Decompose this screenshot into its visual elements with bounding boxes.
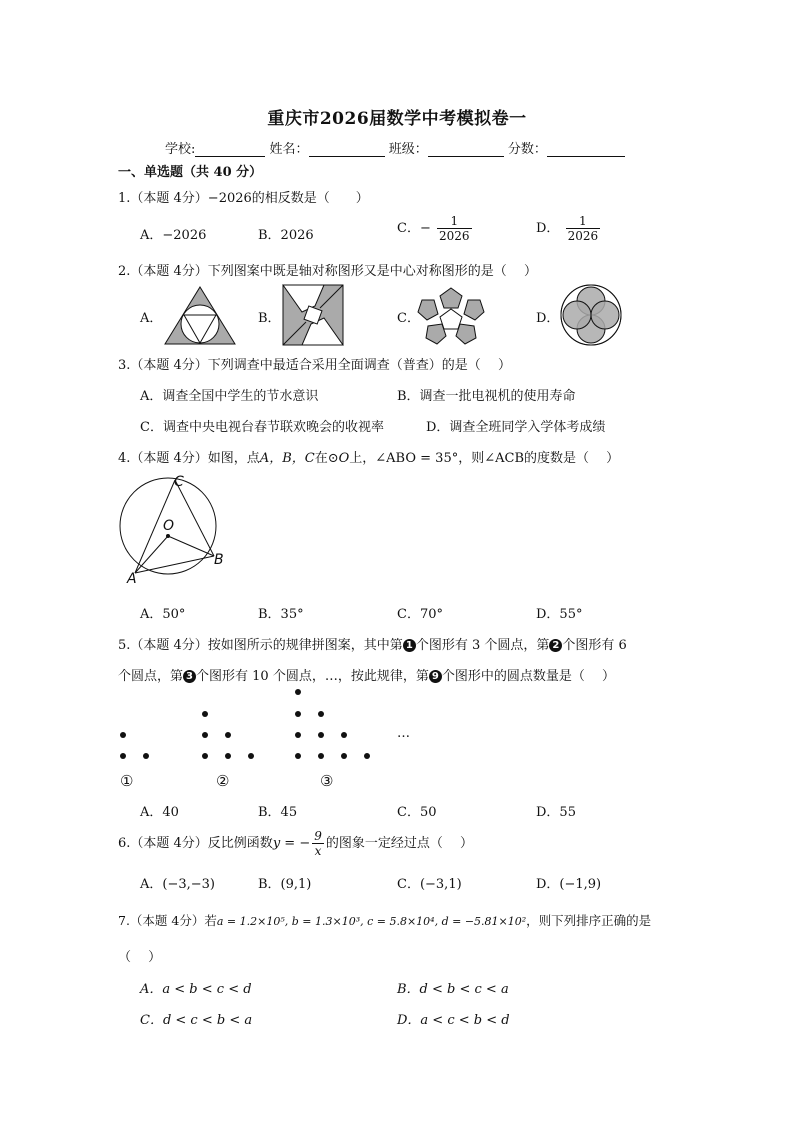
q3-option-d[interactable]: D．调查全班同学入学体考成绩 <box>426 420 606 435</box>
question-4: 4.（本题 4分）如图，点A，B，C在⊙O上，∠ABO = 35°，则∠ACB的度数是（ ） <box>118 451 620 466</box>
q5-option-d[interactable]: D．55 <box>536 805 576 820</box>
q5-option-a[interactable]: A．40 <box>140 805 179 820</box>
q4-option-d[interactable]: D．55° <box>536 607 583 622</box>
section-heading: 一、单选题（共 40 分） <box>118 165 263 180</box>
score-field[interactable] <box>547 142 625 157</box>
q2-figure-c-pentagons <box>418 288 484 346</box>
q4-label-b: B <box>214 552 224 568</box>
q6-option-b[interactable]: B．(9,1) <box>258 877 312 892</box>
q2-option-d[interactable]: D． <box>536 311 560 326</box>
q7-option-c[interactable]: C．d < c < b < a <box>140 1013 253 1028</box>
q5-option-b[interactable]: B．45 <box>258 805 298 820</box>
question-3: 3.（本题 4分）下列调查中最适合采用全面调查（普查）的是（ ） <box>118 358 511 373</box>
class-field[interactable] <box>428 142 504 157</box>
q7-option-b[interactable]: B．d < b < c < a <box>397 982 509 997</box>
q5-option-c[interactable]: C．50 <box>397 805 437 820</box>
q1-option-a[interactable]: A．−2026 <box>140 228 207 243</box>
q1-c-fraction: $\frac{1}{2026}$ <box>438 214 470 243</box>
question-5-line-1: 5.（本题 4分）按如图所示的规律拼图案，其中第 1 个图形有 3 个圆点，第 2 个图形有 6 <box>118 638 627 653</box>
q7-option-d[interactable]: D．a < c < b < d <box>397 1013 510 1028</box>
question-5-line-2: 个圆点，第 3 个图形有 10 个圆点，…，按此规律，第 9 个图形中的圆点数量是（ ） <box>118 669 615 684</box>
q6-option-c[interactable]: C．(−3,1) <box>397 877 462 892</box>
q1-c-prefix: C．− <box>397 221 431 236</box>
q4-label-o: O <box>163 518 175 534</box>
q5-label-1: ① <box>120 772 134 790</box>
q5-ellipsis: … <box>397 726 410 741</box>
page-title: 重庆市2026届数学中考模拟卷一 <box>267 109 527 129</box>
question-2: 2.（本题 4分）下列图案中既是轴对称图形又是中心对称图形的是（ ） <box>118 264 537 279</box>
question-6: 6.（本题 4分）反比例函数y = − $\frac{9}{x}$ 的图象一定经过点（ ） <box>118 829 473 858</box>
q2-figure-b-square <box>282 284 344 346</box>
q2-option-c[interactable]: C． <box>397 311 420 326</box>
q1-option-d[interactable] <box>536 214 602 243</box>
q2-figure-d-rings <box>560 284 622 346</box>
school-field[interactable] <box>195 142 265 157</box>
q5-dot-pattern <box>115 684 375 764</box>
q5-label-2: ② <box>216 772 230 790</box>
name-field[interactable] <box>309 142 385 157</box>
q1-option-c[interactable] <box>397 214 474 243</box>
question-1: 1.（本题 4分）−2026的相反数是（ ） <box>118 191 369 206</box>
q1-option-b[interactable]: B．2026 <box>258 228 314 243</box>
name-label: 姓名： <box>269 142 309 157</box>
class-label: 班级： <box>388 142 428 157</box>
q4-option-a[interactable]: A．50° <box>140 607 186 622</box>
question-7: 7.（本题 4分）若a = 1.2×10⁵, b = 1.3×10³, c = 5.8×10⁴, d = −5.81×10²，则下列排序正确的是 <box>118 913 652 928</box>
q4-label-c: C <box>174 474 184 490</box>
q3-option-a[interactable]: A．调查全国中学生的节水意识 <box>140 389 319 404</box>
q3-option-c[interactable]: C．调查中央电视台春节联欢晚会的收视率 <box>140 420 384 435</box>
q4-option-b[interactable]: B．35° <box>258 607 304 622</box>
q2-option-a[interactable]: A． <box>140 311 163 326</box>
q2-figure-a-triangle <box>163 286 237 346</box>
q6-option-d[interactable]: D．(−1,9) <box>536 877 602 892</box>
school-label: 学校: <box>165 142 196 157</box>
q3-option-b[interactable]: B．调查一批电视机的使用寿命 <box>397 389 576 404</box>
q6-option-a[interactable]: A．(−3,−3) <box>140 877 215 892</box>
q2-option-b[interactable]: B． <box>258 311 281 326</box>
q5-label-3: ③ <box>320 772 334 790</box>
q1-d-prefix: D． <box>536 221 560 236</box>
question-7-paren: （ ） <box>118 950 162 965</box>
q7-option-a[interactable]: A．a < b < c < d <box>140 982 252 997</box>
score-label: 分数： <box>507 142 547 157</box>
q6-fraction: $\frac{9}{x}$ <box>314 829 322 858</box>
q4-option-c[interactable]: C．70° <box>397 607 443 622</box>
student-info-line <box>165 138 625 157</box>
q1-d-fraction: $\frac{1}{2026}$ <box>567 214 599 243</box>
q4-label-a: A <box>127 571 137 587</box>
